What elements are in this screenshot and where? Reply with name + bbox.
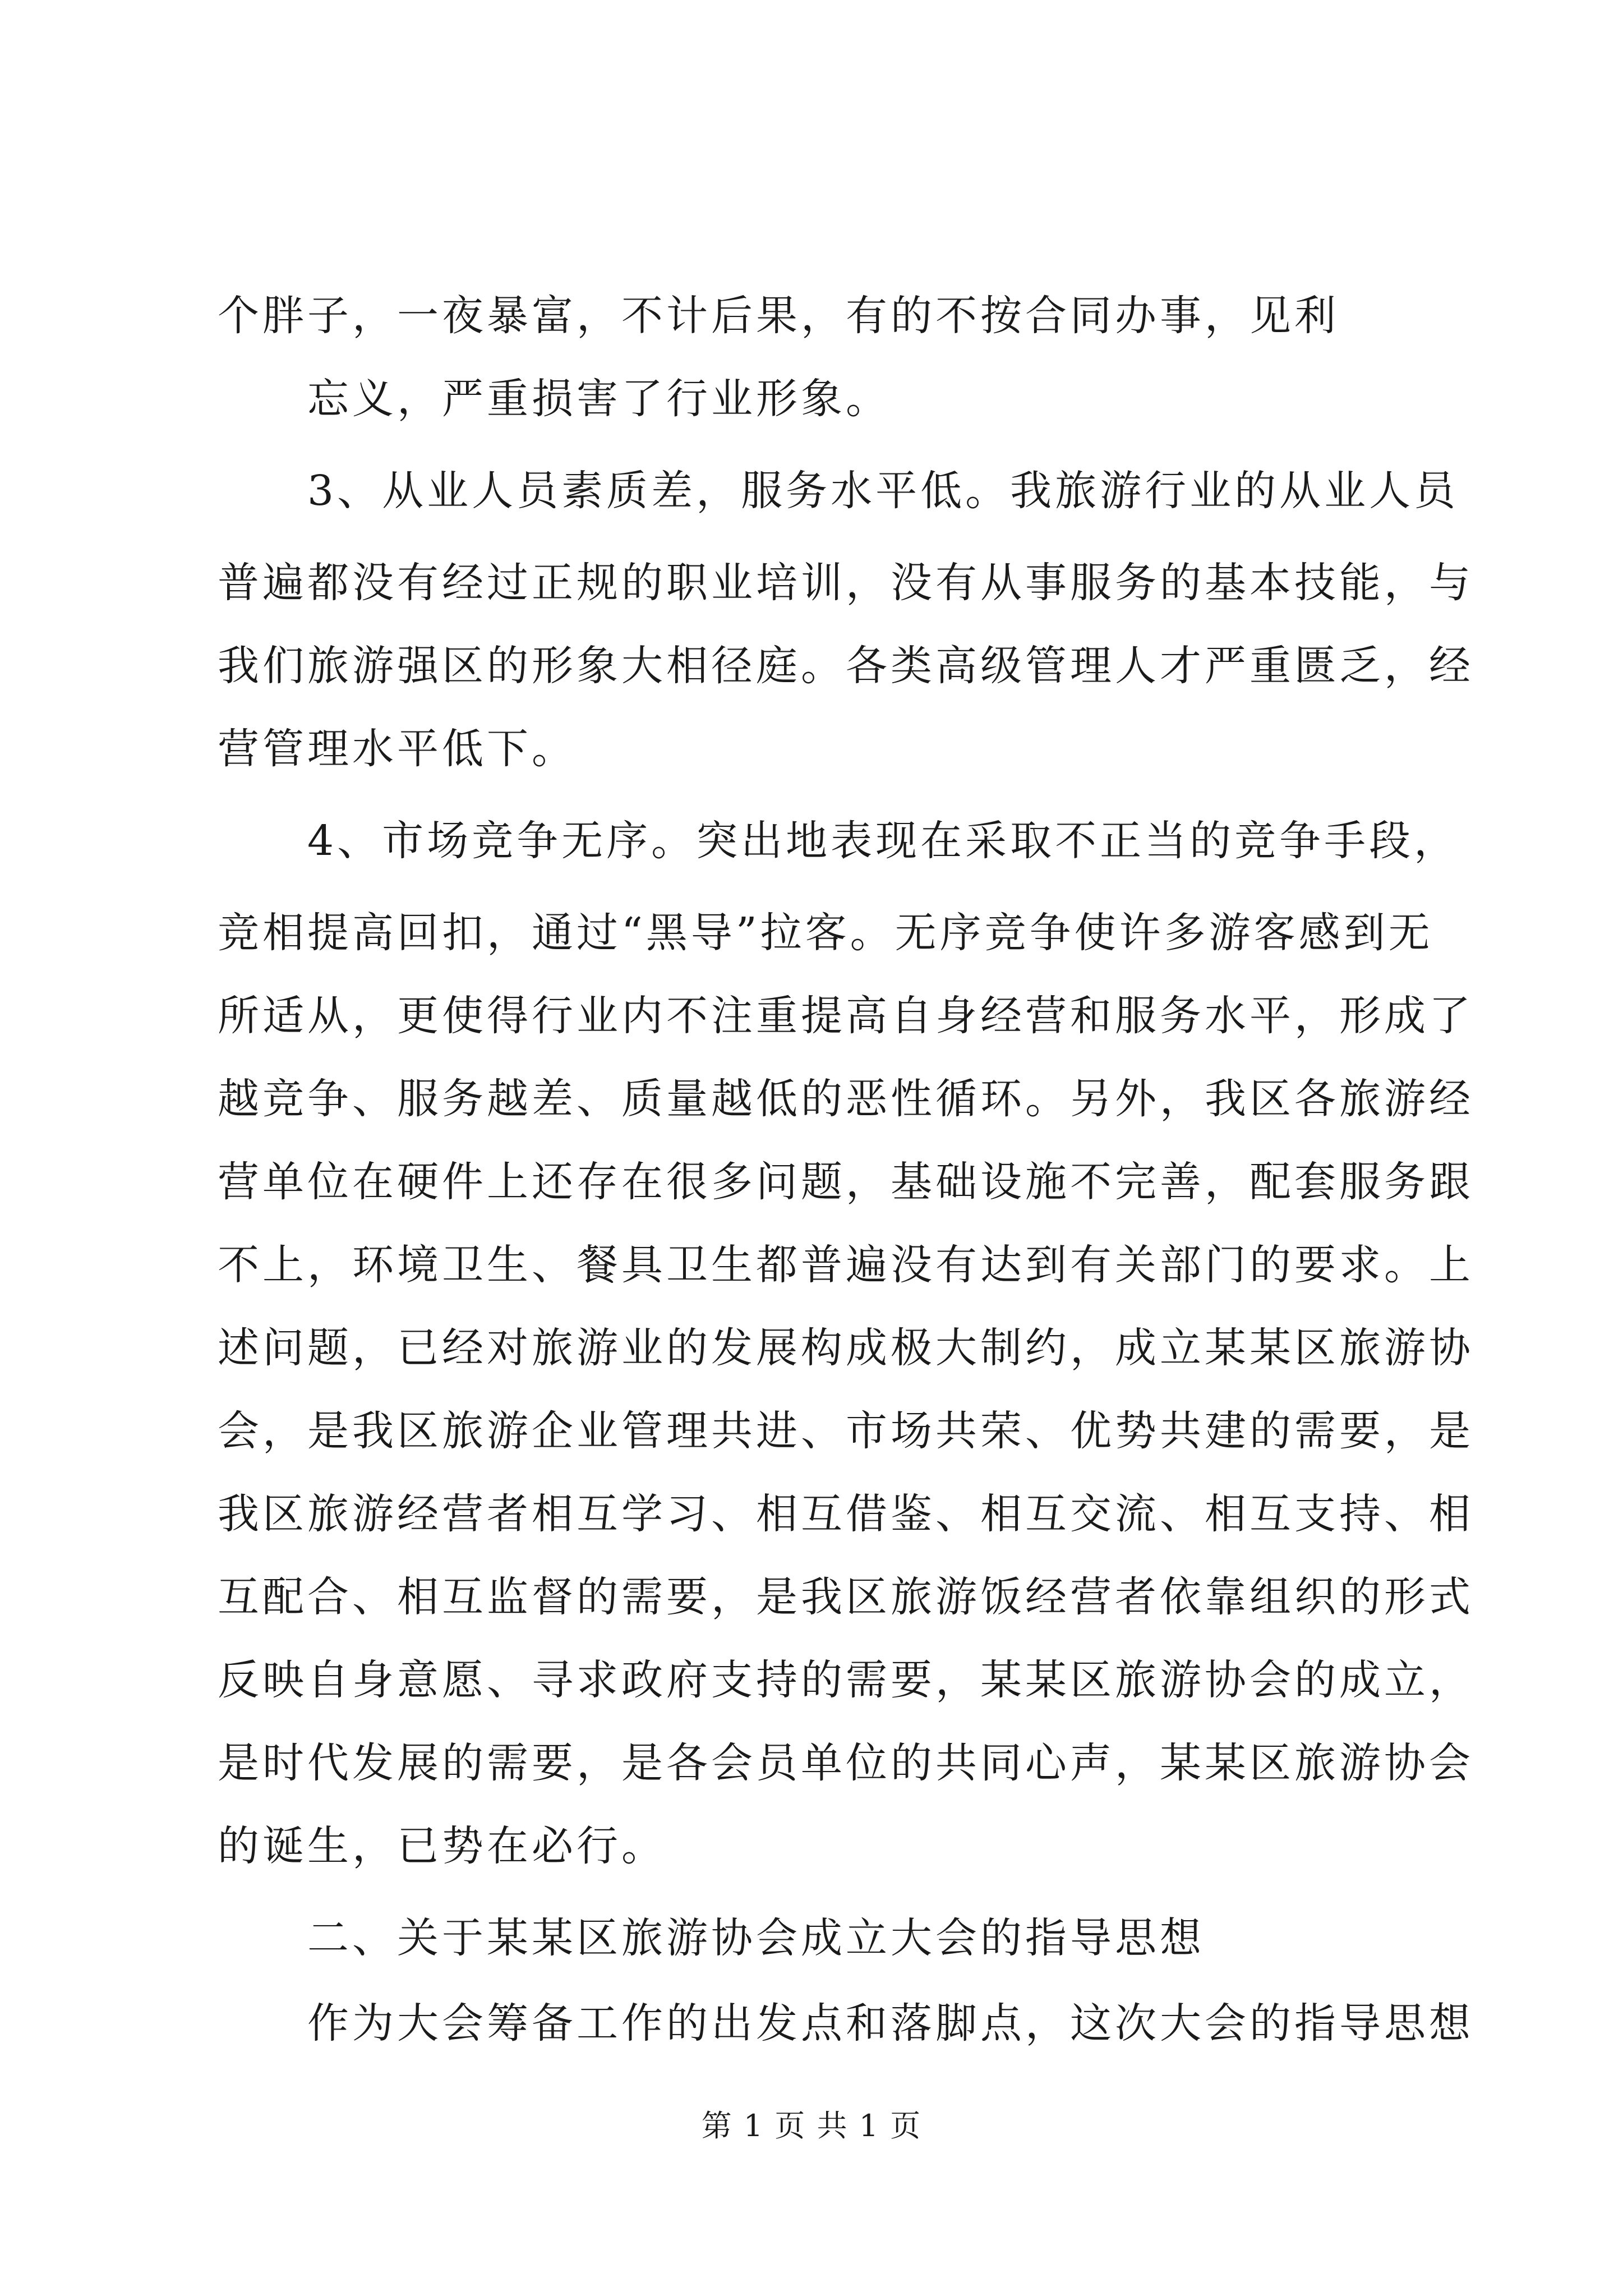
text-line: 4、市场竞争无序。突出地表现在采取不正当的竞争手段， bbox=[307, 817, 1459, 865]
text-line: 忘义，严重损害了行业形象。 bbox=[307, 375, 891, 423]
text-line: 个胖子，一夜暴富，不计后果，有的不按合同办事，见利 bbox=[218, 292, 1339, 340]
text-line: 反映自身意愿、寻求政府支持的需要，某某区旅游协会的成立， bbox=[218, 1656, 1474, 1704]
section-heading: 二、关于某某区旅游协会成立大会的指导思想 bbox=[307, 1914, 1205, 1962]
text-line: 我们旅游强区的形象大相径庭。各类高级管理人才严重匮乏，经 bbox=[218, 642, 1474, 690]
text-line: 互配合、相互监督的需要，是我区旅游饭经营者依靠组织的形式 bbox=[218, 1573, 1474, 1621]
text-line: 越竞争、服务越差、质量越低的恶性循环。另外，我区各旅游经 bbox=[218, 1075, 1474, 1123]
text-line: 所适从，更使得行业内不注重提高自身经营和服务水平，形成了 bbox=[218, 992, 1474, 1040]
text-line: 营管理水平低下。 bbox=[218, 725, 577, 773]
text-line: 的诞生，已势在必行。 bbox=[218, 1822, 666, 1870]
text-line: 3、从业人员素质差，服务水平低。我旅游行业的从业人员 bbox=[307, 467, 1459, 515]
text-line: 营单位在硬件上还存在很多问题，基础设施不完善，配套服务跟 bbox=[218, 1158, 1474, 1206]
text-line: 作为大会筹备工作的出发点和落脚点，这次大会的指导思想 bbox=[307, 1999, 1474, 2047]
text-line: 普遍都没有经过正规的职业培训，没有从事服务的基本技能，与 bbox=[218, 559, 1474, 607]
text-line: 是时代发展的需要，是各会员单位的共同心声，某某区旅游协会 bbox=[218, 1739, 1474, 1787]
text-line: 不上，环境卫生、餐具卫生都普遍没有达到有关部门的要求。上 bbox=[218, 1241, 1474, 1289]
page-footer: 第 1 页 共 1 页 bbox=[701, 2108, 922, 2143]
text-line: 会，是我区旅游企业管理共进、市场共荣、优势共建的需要，是 bbox=[218, 1407, 1474, 1455]
text-line: 我区旅游经营者相互学习、相互借鉴、相互交流、相互支持、相 bbox=[218, 1490, 1474, 1538]
text-line: 述问题，已经对旅游业的发展构成极大制约，成立某某区旅游协 bbox=[218, 1324, 1474, 1372]
text-line: 竞相提高回扣，通过“黑导”拉客。无序竞争使许多游客感到无 bbox=[218, 909, 1433, 957]
